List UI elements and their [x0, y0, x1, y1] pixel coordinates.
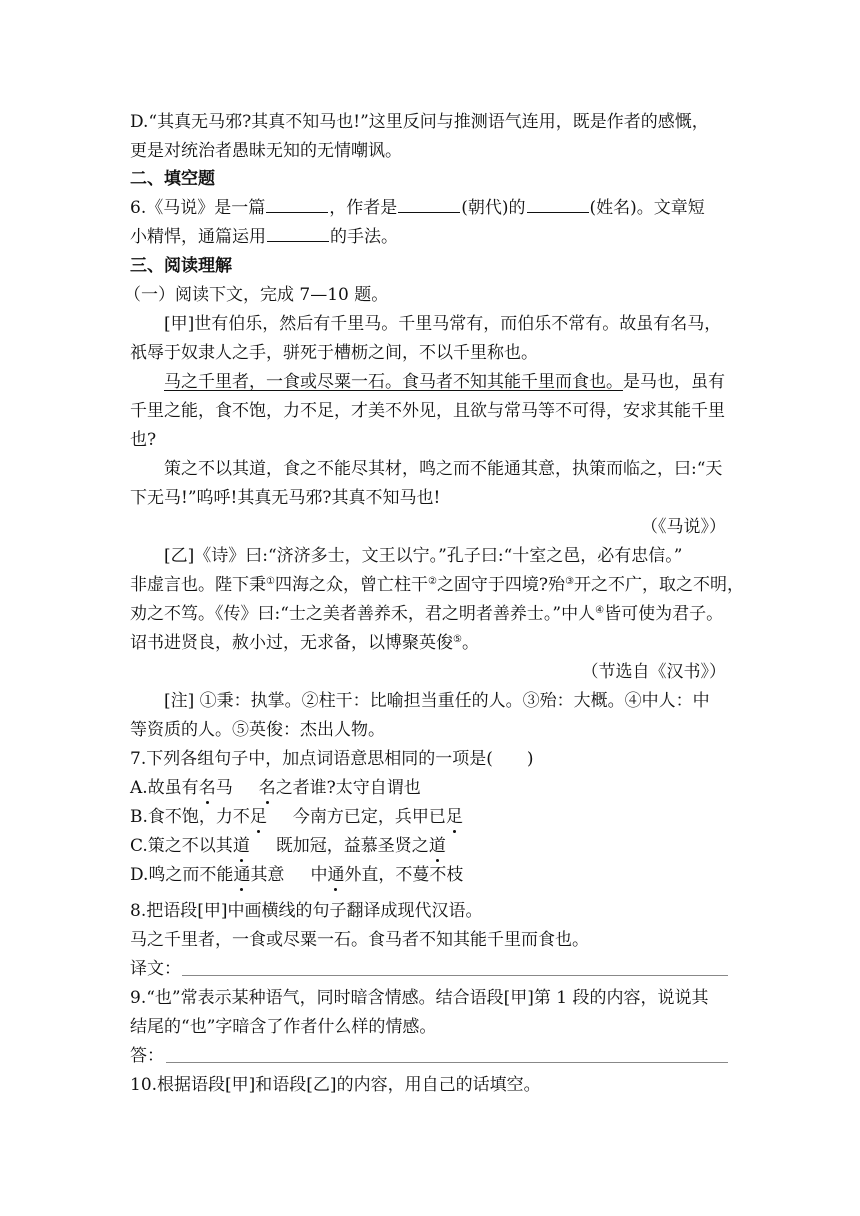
dotted-word: 通 [327, 865, 345, 885]
passage-jia-p2-line3: 也? [130, 430, 157, 450]
option-text: B.食不饱，力不 [130, 807, 250, 827]
option-d-line2: 更是对统治者愚昧无知的无情嘲讽。 [130, 141, 402, 161]
section-fill-blank-heading: 二、填空题 [130, 169, 215, 189]
q6-text: (姓名)。文章短 [589, 198, 705, 218]
option-text: D.鸣之而不能 [130, 865, 234, 885]
q8-sentence: 马之千里者，一食或尽粟一石。食马者不知其能千里而食也。 [130, 930, 589, 950]
dotted-word: 名 [258, 778, 276, 798]
q7-option-a[interactable] [130, 776, 421, 800]
option-d-line1: D.“其真无马邪?其真不知马也!”这里反问与推测语气连用，既是作者的感慨， [130, 112, 709, 132]
source-ma-shuo: （《马说》） [641, 517, 726, 537]
passage-text: 诏书进贤良，赦小过，无求备，以博聚英俊 [130, 633, 453, 653]
passage-yi-line3 [130, 602, 723, 626]
q6-text: ，作者是 [329, 198, 398, 218]
question-9-line1: 9.“也”常表示某种语气，同时暗含情感。结合语段[甲]第 1 段的内容，说说其 [130, 988, 709, 1008]
q8-answer-line[interactable] [182, 975, 728, 976]
question-6-line2 [130, 225, 398, 249]
option-text: 既加冠，益慕圣贤之 [275, 836, 429, 856]
question-10: 10.根据语段[甲]和语段[乙]的内容，用自己的话填空。 [130, 1075, 541, 1095]
q6-blank-name[interactable] [527, 196, 589, 213]
passage-jia-p3-line2: 下无马!”呜呼!其真无马邪?其真不知马也! [130, 488, 441, 508]
question-8: 8.把语段[甲]中画横线的句子翻译成现代汉语。 [130, 901, 483, 921]
passage-jia-p1-line2: 祇辱于奴隶人之手，骈死于槽枥之间，不以千里称也。 [130, 343, 538, 363]
dotted-word: 足 [249, 807, 267, 827]
passage-jia-p3-line1: 策之不以其道，食之不能尽其材，鸣之而不能通其意，执策而临之，曰:“天 [164, 459, 723, 479]
notes-line2: 等资质的人。⑤英俊：杰出人物。 [130, 720, 385, 740]
dotted-word: 道 [232, 836, 250, 856]
note-marker: ④ [595, 605, 605, 616]
note-marker: ③ [565, 576, 575, 587]
question-9-line2: 结尾的“也”字暗含了作者什么样的情感。 [130, 1017, 437, 1037]
question-6-line1 [130, 196, 705, 220]
dotted-word: 名 [198, 778, 216, 798]
q6-blank-dynasty[interactable] [398, 196, 460, 213]
dotted-word: 通 [233, 865, 251, 885]
option-text: C.策之不以其 [130, 836, 233, 856]
notes-line1: [注] ①秉：执掌。②柱干：比喻担当重任的人。③殆：大概。④中人：中 [164, 691, 710, 711]
passage-text: 非虚言也。陛下秉 [130, 575, 266, 595]
dotted-word: 足 [445, 807, 463, 827]
passage-text: 。 [461, 633, 479, 653]
q9-answer-label: 答： [130, 1046, 164, 1066]
q6-text: (朝代)的 [461, 198, 526, 218]
option-text: A.故虽有 [130, 778, 199, 798]
q7-option-d[interactable] [130, 863, 463, 887]
option-text: 其意 [250, 865, 285, 885]
passage-text: 劝之不笃。《传》曰:“士之美者善养禾，君之明者善养士。”中人 [130, 604, 596, 624]
q6-text: 的手法。 [330, 227, 398, 247]
reading-intro: （一）阅读下文，完成 7—10 题。 [124, 285, 389, 305]
source-han-shu: （节选自《汉书》） [581, 662, 726, 682]
dotted-word: 道 [428, 836, 446, 856]
option-text: 马 [215, 778, 233, 798]
passage-yi-line4 [130, 631, 479, 655]
note-marker: ① [266, 576, 275, 587]
section-reading-heading: 三、阅读理解 [130, 256, 232, 276]
q8-answer-label: 译文： [130, 959, 181, 979]
passage-jia-p2-line2: 千里之能，食不饱，力不足，才美不外见，且欲与常马等不可得，安求其能千里 [130, 401, 725, 421]
passage-text: 开之不广，取之不明， [574, 575, 745, 595]
passage-jia-p2-line1 [164, 370, 725, 394]
option-text: 外直，不蔓不枝 [344, 865, 464, 885]
q6-text: 6.《马说》是一篇 [130, 198, 266, 218]
option-text: 之者谁?太守自谓也 [275, 778, 421, 798]
q7-option-b[interactable] [130, 805, 463, 829]
passage-jia-p1-line1: [甲]世有伯乐，然后有千里马。千里马常有，而伯乐不常有。故虽有名马， [164, 314, 722, 334]
underlined-sentence: 马之千里者，一食或尽粟一石。食马者不知其能千里而食也。 [164, 372, 623, 392]
note-marker: ② [427, 576, 437, 587]
passage-yi-line2 [130, 573, 744, 597]
passage-text: 四海之众，曾亡柱干 [274, 575, 428, 595]
q6-blank-genre[interactable] [266, 196, 328, 213]
q6-blank-technique[interactable] [267, 225, 329, 242]
question-7: 7.下列各组句子中，加点词语意思相同的一项是( ) [130, 749, 534, 769]
q6-text: 小精悍，通篇运用 [130, 227, 266, 247]
passage-text: 是马也，虽有 [623, 372, 725, 392]
q7-option-c[interactable] [130, 834, 446, 858]
note-marker: ⑤ [453, 634, 462, 645]
option-text: 今南方已定，兵甲已 [292, 807, 446, 827]
passage-text: 皆可使为君子。 [604, 604, 724, 624]
passage-text: 之固守于四境?殆 [436, 575, 566, 595]
option-text: 中 [310, 865, 328, 885]
passage-yi-line1: [乙]《诗》曰:“济济多士，文王以宁。”孔子曰:“十室之邑，必有忠信。” [164, 546, 683, 566]
q9-answer-line[interactable] [166, 1062, 728, 1063]
